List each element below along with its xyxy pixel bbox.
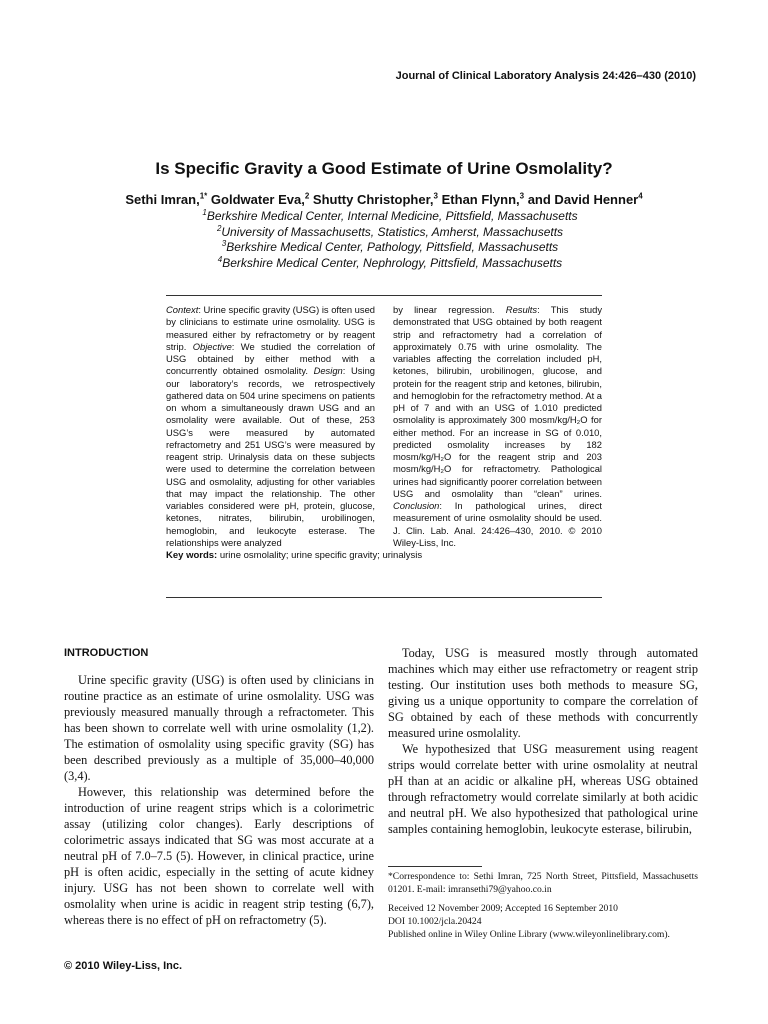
author-list <box>0 192 768 207</box>
right-column <box>388 645 698 837</box>
abstract-text: : We studied the correlation of USG obtained by either method with a concurrently obtained osmolality. <box>166 340 376 377</box>
paragraph: Urine specific gravity (USG) is often used by clinicians in routine practice as an estimate of urine osmolality. USG was previously measured manually through a refractometer. This has been shown to correlate well with urine osmolality (1,2). The estimation of osmolality using specific gravity (SG) has been described previously as a multiple of 35,000–40,000 (3,4). <box>64 673 374 783</box>
left-column <box>64 645 374 928</box>
author: and David Henner$^4$ <box>527 191 643 207</box>
abstract-bottom-rule <box>166 597 602 598</box>
abstract-text: : Using our laboratory’s records, we retrospectively gathered data on 504 urine specimens on patients on whom a simultaneously drawn USG and an osmolality were available. Out of these, 253 USG’s were measured by automated refractometry and 251 USG’s were measured by reagent strip. Urinalysis data on these subjects were used to determine the correlation between USG and osmolality, adjusting for other variables that may impact the relationship. The other variables considered were pH, protein, glucose, ketones, nitrates, bilirubin, urobilinogen, hemoglobin, and leukocyte esterase. The relationships were analyzed <box>166 365 375 548</box>
abstract-text: : This study demonstrated that USG obtained by both reagent strip and refractometry had a correlation of approximately 0.75 with urine osmolality. The variables affecting the correlation included pH, ketones, bilirubin, urobilinogen, glucose, and protein for the reagent strip and ketones, bilirubin, and hemoglobin for the refractometry method. At a pH of 7 and with an USG of 1.010 predicted osmolality is approximately 300 mosm/kg/H₂O for either method. For an increase in SG of 0.010, predicted osmolality increases by 182 mosm/kg/H₂O for the reagent strip and 203 mosm/kg/H₂O for refractometry. Pathological urines had significantly poorer correlation between USG and osmolality than “clean” urines. <box>393 304 603 499</box>
affiliation-list <box>0 209 768 271</box>
published-note: Published online in Wiley Online Library (www.wileyonlinelibrary.com). <box>388 929 670 940</box>
abstract-left-column <box>166 304 375 549</box>
author: Shutty Christopher,$^3$ <box>312 191 438 207</box>
section-heading: INTRODUCTION <box>64 647 149 659</box>
abstract-right-column <box>393 304 602 549</box>
abstract-top-rule <box>166 295 602 296</box>
footnote-rule <box>388 866 482 867</box>
abstract-section-label: Conclusion <box>393 500 440 511</box>
paragraph: However, this relationship was determined before the introduction of urine reagent strips which is a colorimetric assay (utilizing color changes). Early descriptions of colorimetric assays indicated that SG was most accurate at a neutral pH of 7.0–7.5 (5). However, in clinical practice, urine pH is often acidic, especially in the setting of acute kidney injury. USG has not been shown to correlate well with osmolality when urine is acidic in reagent strip testing (6,7), whereas there is no effect of pH on refractometry (5). <box>64 785 374 927</box>
keywords-label: Key words: <box>166 550 218 561</box>
author: Ethan Flynn,$^3$ <box>441 191 525 207</box>
abstract-section-label: Design <box>313 365 343 377</box>
affiliation: $^2$University of Massachusetts, Statistics, Amherst, Massachusetts <box>216 223 564 239</box>
article-title: Is Specific Gravity a Good Estimate of Urine Osmolality? <box>155 159 613 178</box>
paragraph: We hypothesized that USG measurement using reagent strips would correlate better with urine osmolality at neutral pH than at an acidic or alkaline pH, whereas USG obtained through refractometry would correlate similarly at both acidic and neutral pH. We also hypothesized that pathological urine samples containing hemoglobin, leukocyte esterase, bilirubin, <box>388 742 698 836</box>
abstract-text: : In pathological urines, direct measurement of urine osmolality should be used. J. Clin. Lab. Anal. 24:426–430, 2010. © 2010 Wiley-Liss, Inc. <box>393 500 602 548</box>
abstract-section-label: Context <box>166 304 199 315</box>
doi-note: DOI 10.1002/jcla.20424 <box>388 916 482 927</box>
author: Sethi Imran,$^{1*}$ <box>125 191 208 207</box>
paragraph: Today, USG is measured mostly through automated machines which may either use refractometry or reagent strip testing. Our institution uses both methods to measure SG, giving us a unique opportunity to compare the correlation of SG obtained by each of these methods with concurrently measured urine osmolality. <box>388 646 698 740</box>
abstract-text: by linear regression. <box>393 304 506 315</box>
journal-header: Journal of Clinical Laboratory Analysis 24:426–430 (2010) <box>395 70 696 82</box>
correspondence-note: *Correspondence to: Sethi Imran, 725 North Street, Pittsfield, Massachusetts 01201. E-mail: imransethi79@yahoo.co.in <box>388 871 698 895</box>
abstract-text: : Urine specific gravity (USG) is often used by clinicians to estimate urine osmolality. USG is measured either by refractometry or by reagent strip. <box>166 304 375 352</box>
abstract <box>166 304 602 562</box>
author: Goldwater Eva,$^2$ <box>210 191 310 207</box>
keywords <box>166 550 602 562</box>
footnotes <box>388 866 698 941</box>
affiliation: $^4$Berkshire Medical Center, Nephrology, Pittsfield, Massachusetts <box>217 254 563 270</box>
affiliation: $^1$Berkshire Medical Center, Internal Medicine, Pittsfield, Massachusetts <box>202 208 578 223</box>
keywords-text: urine osmolality; urine specific gravity; urinalysis <box>219 550 423 561</box>
abstract-section-label: Results <box>505 304 538 315</box>
abstract-section-label: Objective <box>192 340 232 352</box>
copyright: © 2010 Wiley-Liss, Inc. <box>64 960 183 972</box>
received-note: Received 12 November 2009; Accepted 16 September 2010 <box>388 903 618 914</box>
affiliation: $^3$Berkshire Medical Center, Pathology, Pittsfield, Massachusetts <box>221 239 559 254</box>
